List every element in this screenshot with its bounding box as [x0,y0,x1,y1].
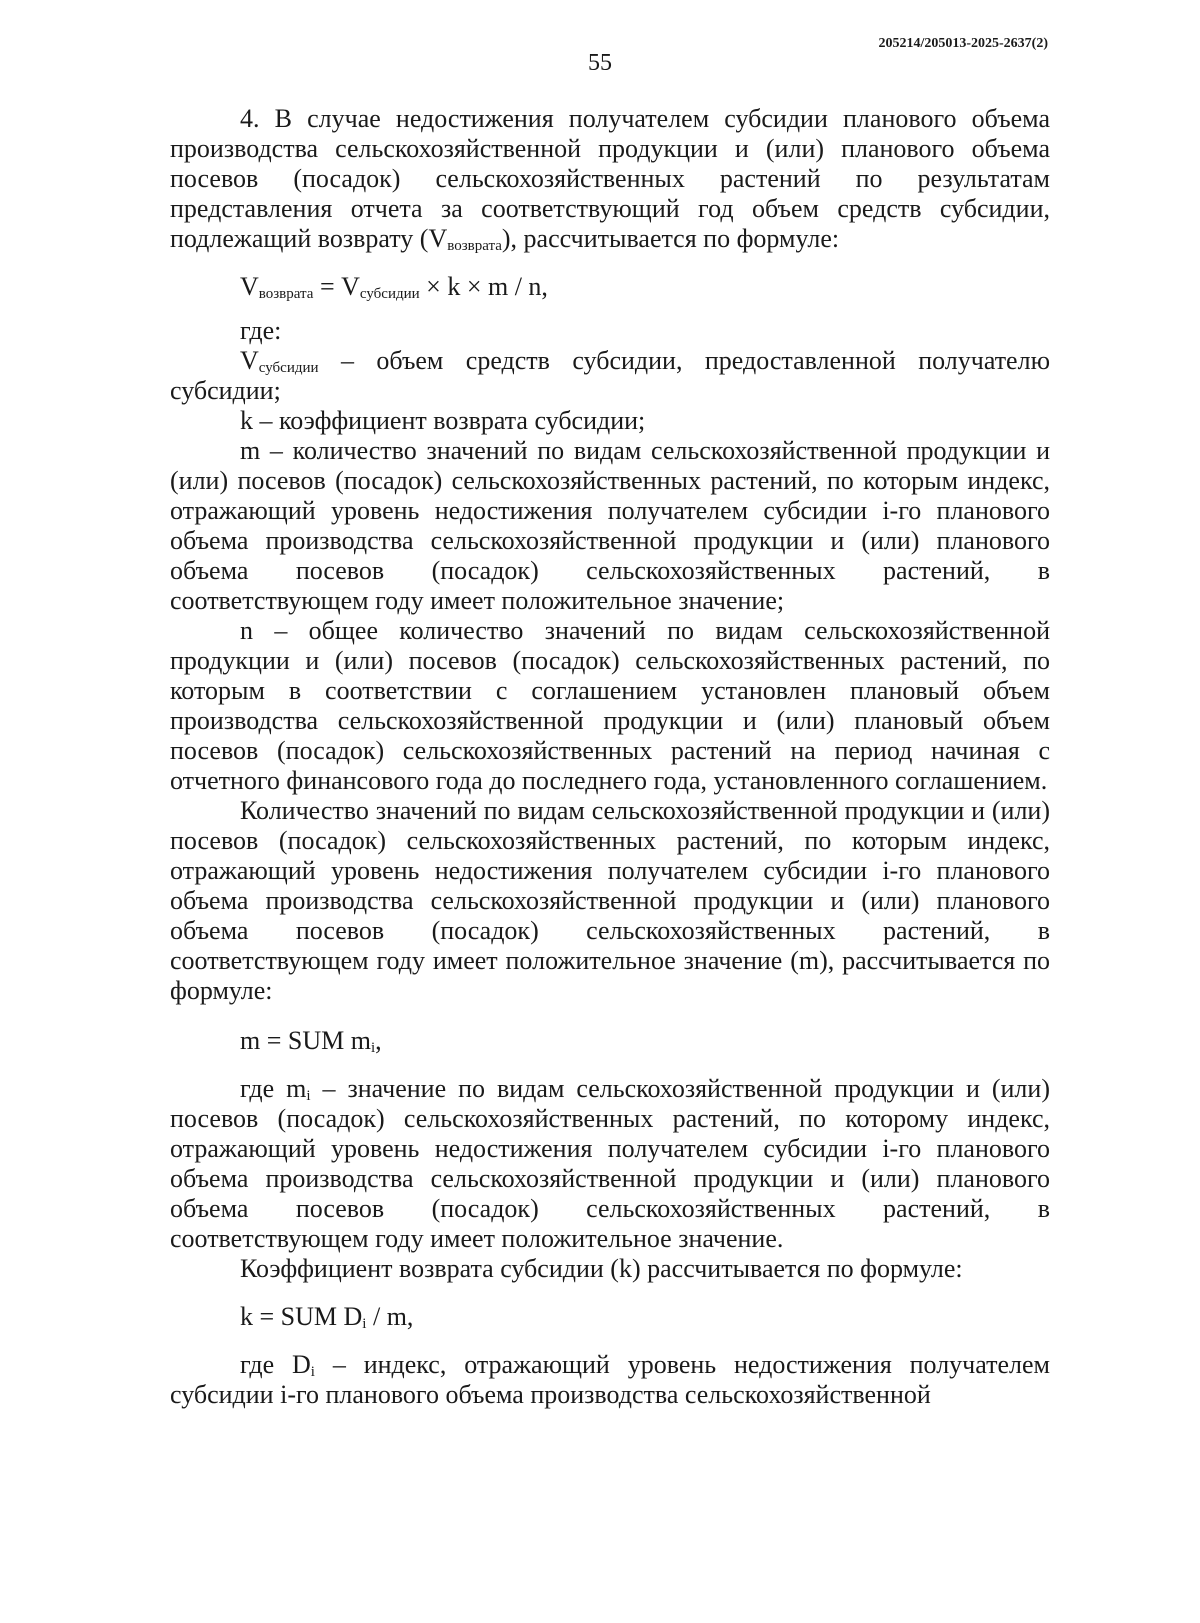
definition-di-start: где D [240,1350,311,1379]
formula-k [170,1302,1050,1332]
formula-m-end: , [375,1026,382,1055]
paragraph-m-intro: Количество значений по видам сельскохозяйственной продукции и (или) посевов (посадок) сельскохозяйственных растений, по которым индекс, отражающий уровень недостижения получателем субсидии i-го планового объема производства сельскохозяйственной продукции и (или) планового объема посевов (посадок) сельскохозяйственных растений, в соответствующем году имеет положительное значение (m), рассчитывается по формуле: [170,796,1050,1005]
definition-n: n – общее количество значений по видам сельскохозяйственной продукции и (или) посевов (посадок) сельскохозяйственных растений, по которым в соответствии с соглашением установлен плановый объем производства сельскохозяйственной продукции и (или) плановый объем посевов (посадок) сельскохозяйственных растений на период начиная с отчетного финансового года до последнего года, установленного соглашением. [170,616,1050,795]
definition-mi-start: где m [240,1074,307,1103]
page-number: 55 [588,50,612,76]
definition-di-subscript: i [310,1364,315,1380]
definition-mi-text: – значение по видам сельскохозяйственной продукции и (или) посевов (посадок) сельскохозяйственных растений, по которому индекс, отражающий уровень недостижения получателем субсидии i-го планового объема производства сельскохозяйственной продукции и (или) планового объема посевов (посадок) сельскохозяйственных растений, в соответствующем году имеет положительное значение. [170,1074,1050,1253]
paragraph-k-intro: Коэффициент возврата субсидии (k) рассчитывается по формуле: [240,1254,963,1283]
formula-k-main: k = SUM D [240,1302,363,1331]
where-label: где: [240,316,282,345]
formula-m-subscript: i [370,1040,376,1056]
formula-v-return [170,272,1050,302]
formula-m-main: m = SUM m [240,1026,371,1055]
paragraph-4-end: ), рассчитывается по формуле: [501,224,840,253]
definition-di-text: – индекс, отражающий уровень недостижения получателем субсидии i-го планового объема производства сельскохозяйственной [170,1350,1050,1409]
definition-k: k – коэффициент возврата субсидии; [240,406,646,435]
definition-mi [170,1074,1050,1254]
definition-mi-subscript: i [306,1088,311,1104]
paragraph-4 [170,104,1050,254]
formula-k-subscript: i [362,1316,367,1332]
formula-v-symbol: V [240,272,259,301]
formula-k-end: / m, [366,1302,414,1331]
definition-v-subsidy [170,346,1050,406]
formula-v-subsidy-sub: субсидии [359,286,420,302]
formula-equals-v: = V [313,272,360,301]
definition-v-text: – объем средств субсидии, предоставленной получателю субсидии; [170,346,1050,405]
formula-m [170,1026,1050,1056]
definition-v-symbol: V [240,346,259,375]
formula-v-return-sub: возврата [258,286,314,302]
definition-di [170,1350,1050,1410]
formula-rest: × k × m / n, [419,272,548,301]
definition-v-subscript: субсидии [258,360,319,376]
definition-m: m – количество значений по видам сельскохозяйственной продукции и (или) посевов (посадок) сельскохозяйственных растений, по которым индекс, отражающий уровень недостижения получателем субсидии i-го планового объема производства сельскохозяйственной продукции и (или) планового объема посевов (посадок) сельскохозяйственных растений, в соответствующем году имеет положительное значение; [170,436,1050,615]
document-body [170,104,1050,1410]
paragraph-4-text: 4. В случае недостижения получателем субсидии планового объема производства сельскохозяйственной продукции и (или) планового объема посевов (посадок) сельскохозяйственных растений по результатам представления отчета за соответствующий год объем средств субсидии, подлежащий возврату (V [170,104,1050,253]
paragraph-4-subscript: возврата [447,238,502,254]
document-id: 205214/205013-2025-2637(2) [878,36,1048,51]
